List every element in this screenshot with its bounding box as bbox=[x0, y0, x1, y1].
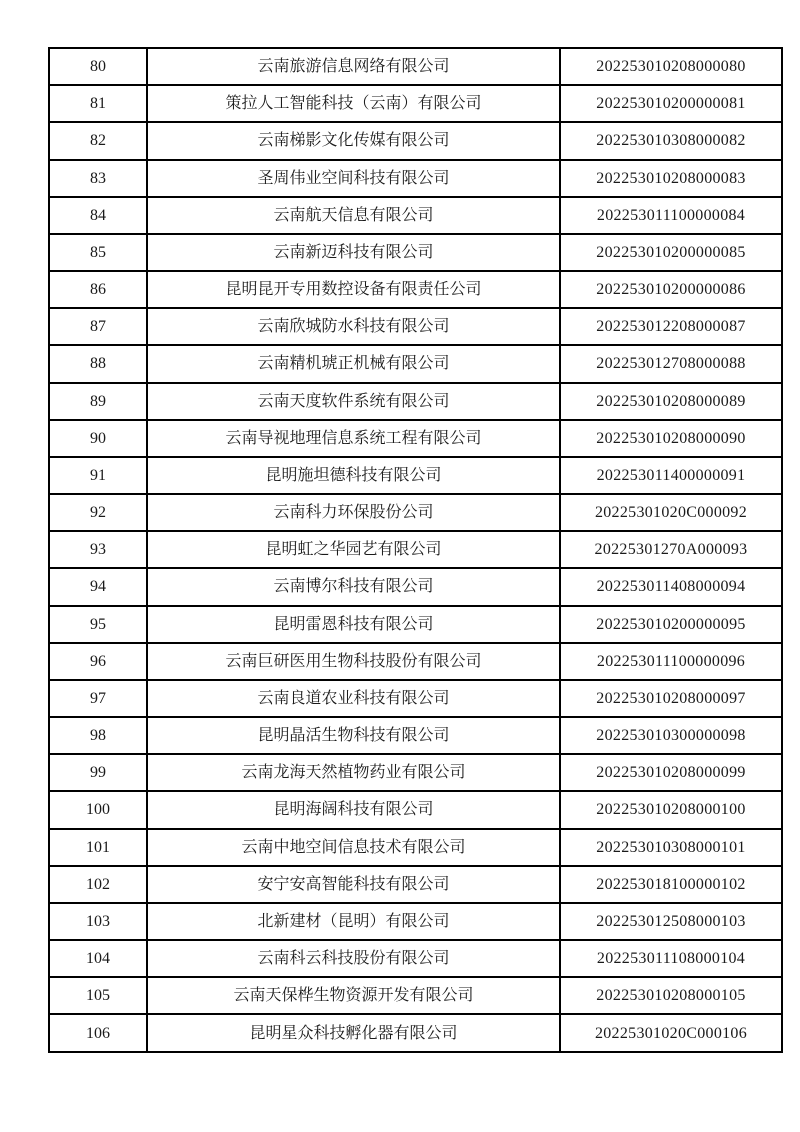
table-row bbox=[49, 977, 782, 1014]
table-row bbox=[49, 791, 782, 828]
company-name-cell: 云南良道农业科技有限公司 bbox=[147, 680, 560, 717]
row-number-cell: 95 bbox=[49, 606, 147, 643]
company-name-cell: 云南巨研医用生物科技股份有限公司 bbox=[147, 643, 560, 680]
table-row bbox=[49, 494, 782, 531]
company-name-cell: 昆明晶活生物科技有限公司 bbox=[147, 717, 560, 754]
company-name-cell: 云南航天信息有限公司 bbox=[147, 197, 560, 234]
company-code-cell: 20225301270A000093 bbox=[560, 531, 782, 568]
row-number-cell: 101 bbox=[49, 829, 147, 866]
row-number-cell: 103 bbox=[49, 903, 147, 940]
row-number-cell: 82 bbox=[49, 122, 147, 159]
company-name-cell: 昆明昆开专用数控设备有限责任公司 bbox=[147, 271, 560, 308]
table-row bbox=[49, 643, 782, 680]
row-number-cell: 105 bbox=[49, 977, 147, 1014]
table-row bbox=[49, 383, 782, 420]
row-number-cell: 83 bbox=[49, 160, 147, 197]
table-row bbox=[49, 457, 782, 494]
table-row bbox=[49, 85, 782, 122]
table-row bbox=[49, 866, 782, 903]
table-row bbox=[49, 680, 782, 717]
row-number-cell: 106 bbox=[49, 1014, 147, 1052]
table-row bbox=[49, 1014, 782, 1052]
company-name-cell: 策拉人工智能科技（云南）有限公司 bbox=[147, 85, 560, 122]
company-name-cell: 昆明雷恩科技有限公司 bbox=[147, 606, 560, 643]
company-code-cell: 202253011400000091 bbox=[560, 457, 782, 494]
table-row bbox=[49, 903, 782, 940]
company-code-cell: 202253010208000097 bbox=[560, 680, 782, 717]
company-code-cell: 202253010200000086 bbox=[560, 271, 782, 308]
company-name-cell: 云南旅游信息网络有限公司 bbox=[147, 48, 560, 85]
row-number-cell: 90 bbox=[49, 420, 147, 457]
company-name-cell: 云南新迈科技有限公司 bbox=[147, 234, 560, 271]
row-number-cell: 102 bbox=[49, 866, 147, 903]
row-number-cell: 87 bbox=[49, 308, 147, 345]
company-code-cell: 202253012208000087 bbox=[560, 308, 782, 345]
company-code-cell: 202253010308000101 bbox=[560, 829, 782, 866]
row-number-cell: 89 bbox=[49, 383, 147, 420]
company-name-cell: 云南精机琥正机械有限公司 bbox=[147, 345, 560, 382]
table-row bbox=[49, 122, 782, 159]
row-number-cell: 85 bbox=[49, 234, 147, 271]
company-code-cell: 202253010208000080 bbox=[560, 48, 782, 85]
company-name-cell: 云南导视地理信息系统工程有限公司 bbox=[147, 420, 560, 457]
table-row bbox=[49, 308, 782, 345]
table-row bbox=[49, 568, 782, 605]
row-number-cell: 94 bbox=[49, 568, 147, 605]
company-code-cell: 202253011408000094 bbox=[560, 568, 782, 605]
company-name-cell: 昆明星众科技孵化器有限公司 bbox=[147, 1014, 560, 1052]
company-code-cell: 202253011100000084 bbox=[560, 197, 782, 234]
row-number-cell: 96 bbox=[49, 643, 147, 680]
company-name-cell: 云南天保桦生物资源开发有限公司 bbox=[147, 977, 560, 1014]
table-body bbox=[49, 48, 782, 1052]
company-name-cell: 云南龙海天然植物药业有限公司 bbox=[147, 754, 560, 791]
company-name-cell: 昆明虹之华园艺有限公司 bbox=[147, 531, 560, 568]
table-row bbox=[49, 531, 782, 568]
row-number-cell: 98 bbox=[49, 717, 147, 754]
company-code-cell: 202253010208000090 bbox=[560, 420, 782, 457]
company-name-cell: 云南科云科技股份有限公司 bbox=[147, 940, 560, 977]
company-code-cell: 202253010200000085 bbox=[560, 234, 782, 271]
table-row bbox=[49, 940, 782, 977]
company-name-cell: 云南科力环保股份公司 bbox=[147, 494, 560, 531]
company-code-cell: 202253010208000083 bbox=[560, 160, 782, 197]
company-code-cell: 20225301020C000106 bbox=[560, 1014, 782, 1052]
company-code-cell: 202253011108000104 bbox=[560, 940, 782, 977]
table-row bbox=[49, 829, 782, 866]
company-name-cell: 云南天度软件系统有限公司 bbox=[147, 383, 560, 420]
table-row bbox=[49, 271, 782, 308]
row-number-cell: 86 bbox=[49, 271, 147, 308]
table-row bbox=[49, 345, 782, 382]
row-number-cell: 80 bbox=[49, 48, 147, 85]
table-row bbox=[49, 420, 782, 457]
company-code-cell: 202253018100000102 bbox=[560, 866, 782, 903]
table-row bbox=[49, 48, 782, 85]
company-code-cell: 202253010300000098 bbox=[560, 717, 782, 754]
table-row bbox=[49, 754, 782, 791]
table-row bbox=[49, 197, 782, 234]
row-number-cell: 92 bbox=[49, 494, 147, 531]
table-row bbox=[49, 234, 782, 271]
company-code-cell: 202253010208000099 bbox=[560, 754, 782, 791]
company-code-cell: 202253010200000081 bbox=[560, 85, 782, 122]
company-code-cell: 202253010208000105 bbox=[560, 977, 782, 1014]
row-number-cell: 104 bbox=[49, 940, 147, 977]
row-number-cell: 81 bbox=[49, 85, 147, 122]
company-name-cell: 北新建材（昆明）有限公司 bbox=[147, 903, 560, 940]
row-number-cell: 91 bbox=[49, 457, 147, 494]
company-code-cell: 202253010308000082 bbox=[560, 122, 782, 159]
table-row bbox=[49, 160, 782, 197]
company-code-cell: 202253012708000088 bbox=[560, 345, 782, 382]
company-name-cell: 圣周伟业空间科技有限公司 bbox=[147, 160, 560, 197]
company-code-cell: 202253010208000089 bbox=[560, 383, 782, 420]
company-name-cell: 云南博尔科技有限公司 bbox=[147, 568, 560, 605]
company-code-cell: 202253010208000100 bbox=[560, 791, 782, 828]
company-name-cell: 云南梯影文化传媒有限公司 bbox=[147, 122, 560, 159]
row-number-cell: 97 bbox=[49, 680, 147, 717]
row-number-cell: 88 bbox=[49, 345, 147, 382]
table-row bbox=[49, 606, 782, 643]
company-table bbox=[48, 47, 783, 1053]
company-code-cell: 202253012508000103 bbox=[560, 903, 782, 940]
company-name-cell: 安宁安高智能科技有限公司 bbox=[147, 866, 560, 903]
table-row bbox=[49, 717, 782, 754]
company-code-cell: 202253011100000096 bbox=[560, 643, 782, 680]
row-number-cell: 100 bbox=[49, 791, 147, 828]
company-code-cell: 202253010200000095 bbox=[560, 606, 782, 643]
company-name-cell: 云南中地空间信息技术有限公司 bbox=[147, 829, 560, 866]
row-number-cell: 93 bbox=[49, 531, 147, 568]
company-name-cell: 云南欣城防水科技有限公司 bbox=[147, 308, 560, 345]
company-table-container bbox=[48, 47, 751, 1053]
company-name-cell: 昆明海阔科技有限公司 bbox=[147, 791, 560, 828]
company-code-cell: 20225301020C000092 bbox=[560, 494, 782, 531]
row-number-cell: 99 bbox=[49, 754, 147, 791]
company-name-cell: 昆明施坦德科技有限公司 bbox=[147, 457, 560, 494]
row-number-cell: 84 bbox=[49, 197, 147, 234]
